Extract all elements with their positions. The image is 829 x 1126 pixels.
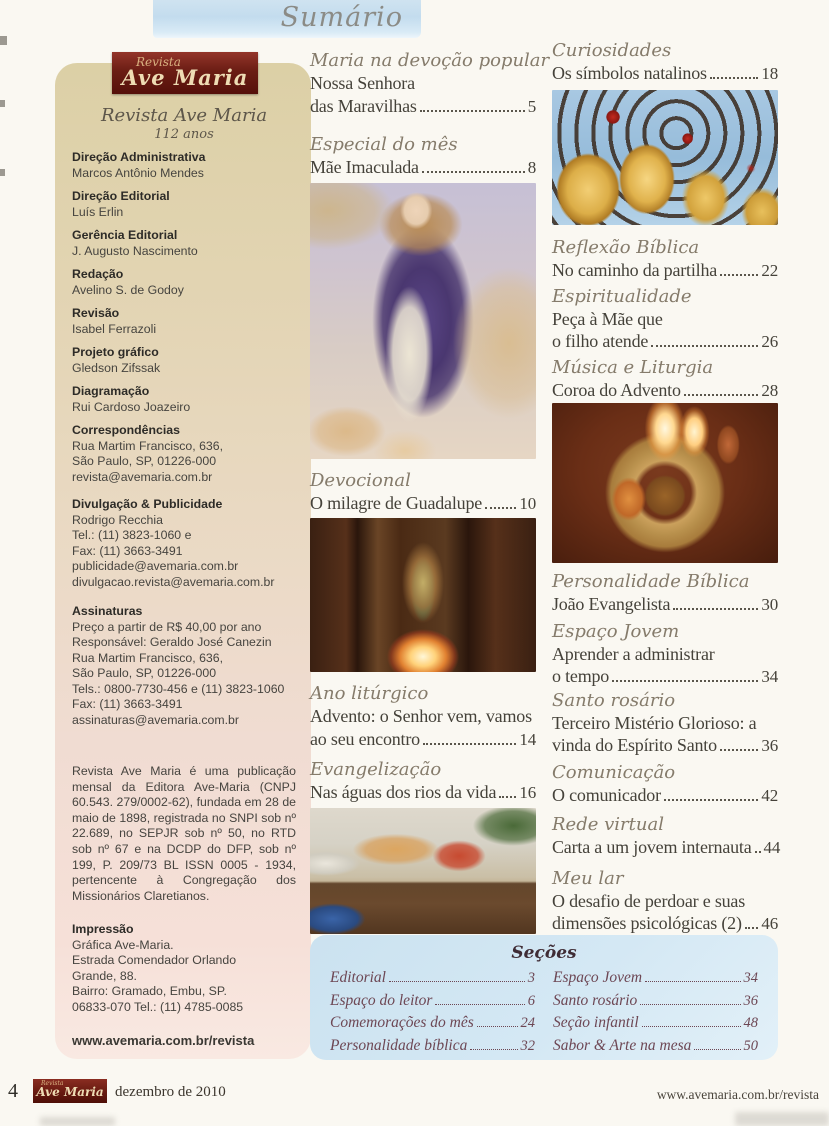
toc-category: Rede virtual <box>552 814 664 835</box>
toc-entry-title: O desafio de perdoar e suas <box>552 891 746 911</box>
scan-artifact <box>0 100 5 107</box>
toc-category: Personalidade Bíblica <box>552 571 750 592</box>
immaculate-mary-painting-image <box>310 183 536 459</box>
section-page-number: 50 <box>743 1037 758 1054</box>
toc-entry: o filho atende 26 <box>552 331 778 351</box>
masthead-section: Direção Editorial Luís Erlin <box>72 189 170 219</box>
dotted-leader <box>745 927 759 929</box>
masthead-section: Direção Administrativa Marcos Antônio Mendes <box>72 150 206 180</box>
toc-category: Espiritualidade <box>552 286 692 307</box>
masthead-section: Assinaturas Preço a partir de R$ 40,00 por ano Responsável: Geraldo José Canezin Rua Martim Francisco, 636, São Paulo, SP, 01226-000 Tels.: 0800-7730-456 e (11) 3823-1060 Fax: (11) 3663-3491 assinaturas@avemaria.com.br <box>72 604 285 727</box>
dotted-leader <box>389 981 525 982</box>
toc-category: Reflexão Bíblica <box>552 237 700 258</box>
dotted-leader <box>684 394 759 396</box>
magazine-age: 112 anos <box>154 127 214 142</box>
guadalupe-shrine-candle-image <box>310 518 536 672</box>
section-entry: Seção infantil 48 <box>553 1014 758 1031</box>
toc-category: Maria na devoção popular <box>310 50 550 71</box>
section-entry: Espaço do leitor 6 <box>330 991 535 1009</box>
toc-page-number: 5 <box>527 97 536 116</box>
toc-category: Espaço Jovem <box>552 621 680 642</box>
toc-entry: O milagre de Guadalupe 10 <box>310 493 536 513</box>
magazine-name: Revista Ave Maria <box>100 105 268 126</box>
page-title: Sumário <box>280 2 403 33</box>
dotted-leader <box>420 110 525 112</box>
dotted-leader <box>710 77 759 79</box>
scan-smudge <box>735 1112 829 1126</box>
toc-category: Evangelização <box>310 759 442 780</box>
masthead-section: Diagramação Rui Cardoso Joazeiro <box>72 384 191 414</box>
footer-website: www.avemaria.com.br/revista <box>656 1087 819 1102</box>
toc-category: Ano litúrgico <box>310 683 429 704</box>
toc-page-number: 46 <box>761 914 778 933</box>
toc-page-number: 42 <box>761 786 778 805</box>
masthead-section: Impressão Gráfica Ave-Maria. Estrada Comendador Orlando Grande, 88. Bairro: Gramado, Embu, SP. 06833-070 Tel.: (11) 4785-0085 <box>72 922 244 1014</box>
dotted-leader <box>477 1026 518 1027</box>
toc-category: Santo rosário <box>552 690 676 711</box>
section-page-number: 34 <box>743 970 758 986</box>
sections-right-column <box>553 967 758 1057</box>
section-entry: Santo rosário 36 <box>553 991 758 1009</box>
dotted-leader <box>642 1026 741 1027</box>
amazon-river-port-image <box>310 808 536 934</box>
toc-entry-title: Aprender a administrar <box>552 644 715 664</box>
toc-entry-title: Advento: o Senhor vem, vamos <box>310 706 532 726</box>
toc-page-number: 44 <box>763 838 781 857</box>
masthead-section: Correspondências Rua Martim Francisco, 636, São Paulo, SP, 01226-000 revista@avemaria.com.br <box>72 423 224 484</box>
sections-left-column <box>330 967 535 1057</box>
masthead-section: Revisão Isabel Ferrazoli <box>72 306 157 336</box>
toc-entry: Nas águas dos rios da vida 16 <box>310 782 536 802</box>
toc-entry-title: Nossa Senhora <box>310 73 415 93</box>
toc-entry: o tempo 34 <box>552 666 778 686</box>
toc-column-middle <box>310 50 550 934</box>
dotted-leader <box>694 1049 740 1050</box>
toc-entry-title: Peça à Mãe que <box>552 309 663 329</box>
toc-entry: João Evangelista 30 <box>552 594 778 614</box>
toc-page-number: 18 <box>761 64 778 83</box>
toc-entry: Coroa do Advento 28 <box>552 380 778 400</box>
publication-notice: Revista Ave Maria é uma publicação mensal da Editora Ave-Maria (CNPJ 60.543. 279/0002-62), fundada em 28 de maio de 1898, registrada no SNPI sob nº 22.689, no SEPJR sob nº 50, no RTD sob nº 67 e na DCDP do DFP, sob nº 199, P. 209/73 BL ISSN 0005 - 1934, pertencente à Congregação dos Missionários Claretianos. <box>72 764 296 903</box>
toc-category: Curiosidades <box>552 40 672 61</box>
toc-page-number: 14 <box>519 730 536 749</box>
toc-entry: ao seu encontro 14 <box>310 729 536 749</box>
dotted-leader <box>720 274 758 276</box>
toc-category: Música e Liturgia <box>552 357 714 378</box>
section-page-number: 48 <box>743 1015 758 1031</box>
toc-category: Comunicação <box>552 762 676 783</box>
section-entry: Espaço Jovem 34 <box>553 969 758 986</box>
sections-box <box>310 935 778 1060</box>
toc-category: Devocional <box>310 470 411 491</box>
toc-category: Especial do mês <box>310 134 458 155</box>
toc-page-number: 8 <box>527 158 536 177</box>
toc-column-right <box>552 40 781 934</box>
dotted-leader <box>673 608 758 610</box>
toc-entry-title: Terceiro Mistério Glorioso: a <box>552 713 757 733</box>
dotted-leader <box>435 1004 524 1005</box>
masthead-content <box>55 63 311 1059</box>
masthead-section: Projeto gráfico Gledson Zifssak <box>72 345 161 375</box>
toc-category: Meu lar <box>552 868 624 889</box>
issue-date: dezembro de 2010 <box>115 1084 226 1100</box>
masthead-section: Gerência Editorial J. Augusto Nascimento <box>72 228 198 258</box>
toc-entry: Mãe Imaculada 8 <box>310 157 536 177</box>
scan-smudge <box>40 1117 115 1126</box>
toc-page-number: 36 <box>761 736 778 755</box>
masthead-website: www.avemaria.com.br/revista <box>72 1033 255 1049</box>
toc-page-number: 16 <box>519 783 536 802</box>
dotted-leader <box>720 749 759 751</box>
dotted-leader <box>485 507 516 509</box>
page-number: 4 <box>8 1080 18 1102</box>
advent-wreath-image <box>552 403 778 563</box>
masthead-section: Divulgação & Publicidade Rodrigo Recchia Tel.: (11) 3823-1060 e Fax: (11) 3663-3491 publicidade@avemaria.com.br divulgacao.revista@avemaria.com.br <box>72 497 275 589</box>
dotted-leader <box>645 981 740 982</box>
logo-ave-maria-text: Ave Maria <box>121 65 249 90</box>
scan-artifact <box>0 169 5 176</box>
section-entry: Comemorações do mês 24 <box>330 1014 535 1031</box>
dotted-leader <box>612 680 758 682</box>
christmas-bells-image <box>552 90 778 225</box>
toc-page-number: 10 <box>519 494 536 513</box>
section-page-number: 36 <box>743 992 758 1009</box>
toc-page-number: 26 <box>761 332 778 351</box>
toc-entry: Os símbolos natalinos 18 <box>552 63 778 83</box>
dotted-leader <box>755 851 761 853</box>
section-page-number: 3 <box>527 970 535 986</box>
toc-entry: Carta a um jovem internauta 44 <box>552 837 781 857</box>
toc-entry-title: das Maravilhas <box>310 96 417 116</box>
dotted-leader <box>664 799 759 801</box>
toc-entry: No caminho da partilha 22 <box>552 260 778 280</box>
masthead-section: Redação Avelino S. de Godoy <box>72 267 184 297</box>
section-page-number: 32 <box>520 1037 535 1054</box>
logo-revista-text: Revista <box>136 55 181 69</box>
sections-title: Seções <box>511 943 577 963</box>
dotted-leader <box>499 796 516 798</box>
toc-page-number: 22 <box>761 261 778 280</box>
dotted-leader <box>470 1049 517 1050</box>
toc-page-number: 28 <box>761 381 778 400</box>
dotted-leader <box>651 345 758 347</box>
dotted-leader <box>640 1004 740 1005</box>
section-entry: Sabor & Arte na mesa 50 <box>553 1036 758 1054</box>
toc-entry <box>310 95 536 118</box>
toc-entry: O comunicador 42 <box>552 785 778 805</box>
scan-artifact <box>0 36 7 45</box>
toc-page-number: 30 <box>761 595 778 614</box>
toc-entry: vinda do Espírito Santo 36 <box>552 735 778 755</box>
section-page-number: 24 <box>520 1015 535 1031</box>
toc-page-number: 34 <box>761 667 778 686</box>
section-entry: Personalidade bíblica 32 <box>330 1036 535 1054</box>
watercolor-band <box>153 0 421 38</box>
dotted-leader <box>422 171 525 173</box>
footer-magazine-logo: Revista Ave Maria <box>33 1079 107 1103</box>
section-page-number: 6 <box>527 992 535 1009</box>
toc-entry: dimensões psicológicas (2) 46 <box>552 913 778 933</box>
section-entry: Editorial 3 <box>330 969 535 986</box>
dotted-leader <box>423 743 516 745</box>
